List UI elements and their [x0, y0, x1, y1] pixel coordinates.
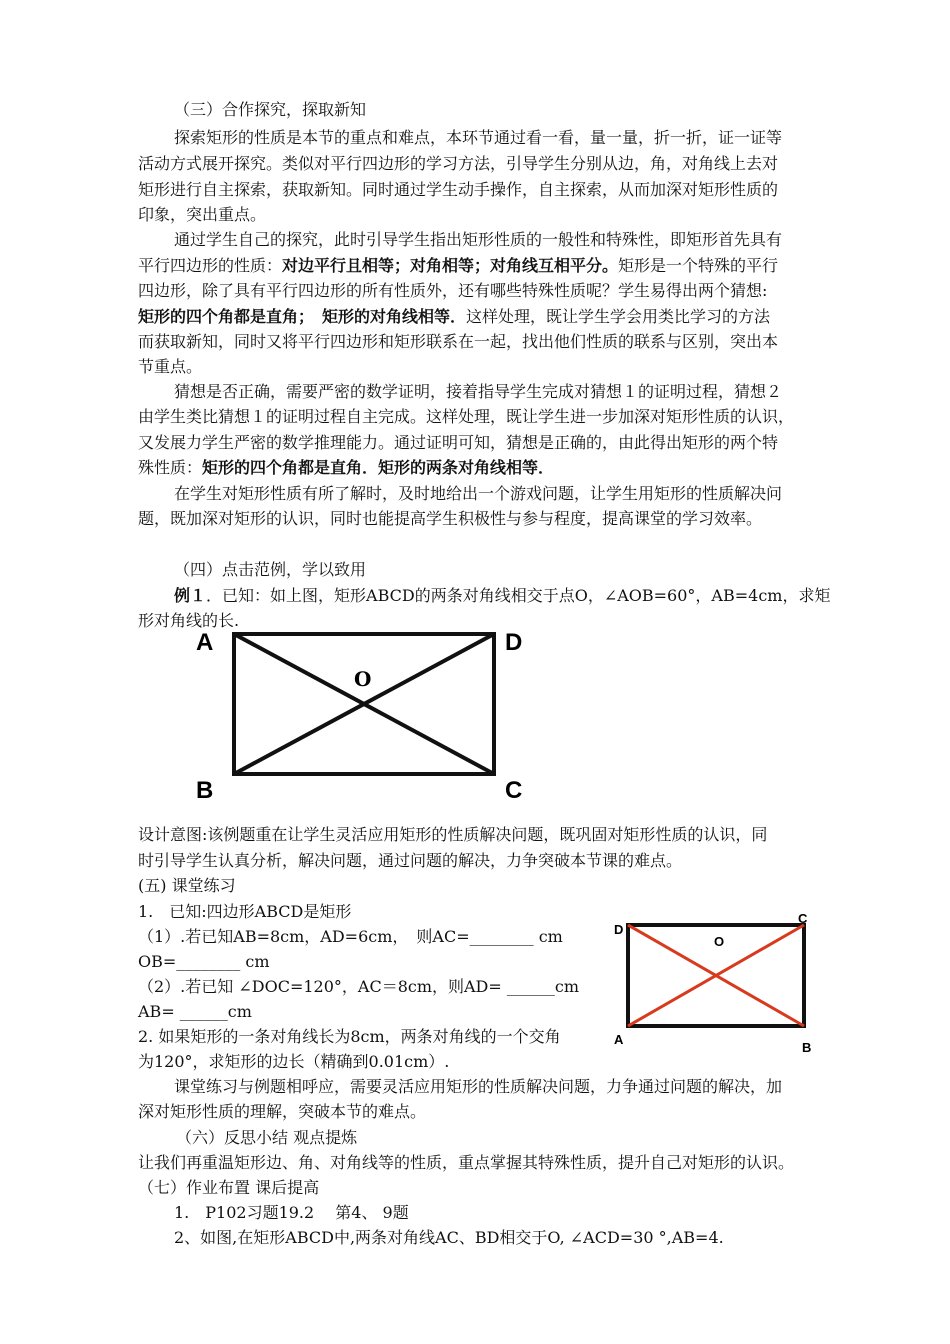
paragraph-line: 通过学生自己的探究，此时引导学生指出矩形性质的一般性和特殊性，即矩形首先具有: [174, 230, 783, 249]
paragraph-line: 而获取新知，同时又将平行四边形和矩形联系在一起，找出他们性质的联系与区别，突出本: [138, 332, 779, 351]
paragraph-line: 在学生对矩形性质有所了解时，及时地给出一个游戏问题，让学生用矩形的性质解决问: [174, 484, 783, 503]
figure2-label-d: D: [614, 922, 624, 937]
paragraph-line: 节重点。: [138, 357, 203, 376]
exercise-line: OB=________ cm: [138, 952, 270, 971]
rectangle-figure-2: [608, 908, 818, 1058]
paragraph-line: 课堂练习与例题相呼应，需要灵活应用矩形的性质解决问题，力争通过问题的解决，加: [174, 1077, 783, 1096]
example-line: 形对角线的长.: [138, 611, 240, 630]
figure1-label-a: A: [196, 629, 214, 656]
paragraph-line: 活动方式展开探究。类似对平行四边形的学习方法，引导学生分别从边，角，对角线上去对: [138, 154, 779, 173]
paragraph-line: 矩形的四个角都是直角； 矩形的对角线相等．这样处理，既让学生学会用类比学习的方法: [138, 307, 771, 326]
example-line: 例１．已知：如上图，矩形ABCD的两条对角线相交于点O，∠AOB=60°，AB=4cm，求矩: [174, 586, 831, 605]
section5-heading: (五) 课堂练习: [138, 876, 236, 895]
exercise-line: AB= ______cm: [138, 1002, 252, 1021]
homework-line: 1. P102习题19.2 第4、 9题: [174, 1203, 409, 1222]
figure1-label-o: O: [354, 667, 372, 691]
paragraph-line: 猜想是否正确，需要严密的数学证明，接着指导学生完成对猜想１的证明过程，猜想２: [174, 382, 783, 401]
paragraph-line: 探索矩形的性质是本节的重点和难点，本环节通过看一看，量一量，折一折，证一证等: [174, 128, 783, 147]
paragraph-line: 四边形，除了具有平行四边形的所有性质外，还有哪些特殊性质呢？学生易得出两个猜想:: [138, 281, 768, 300]
figure2-label-b: B: [802, 1040, 812, 1055]
figure1-label-c: C: [505, 777, 523, 804]
design-intent-line: 设计意图:该例题重在让学生灵活应用矩形的性质解决问题，既巩固对矩形性质的认识，同: [138, 825, 768, 844]
homework-line: 2、如图,在矩形ABCD中,两条对角线AC、BD相交于O, ∠ACD=30 °,AB=4.: [174, 1228, 724, 1247]
figure1-label-d: D: [505, 629, 523, 656]
paragraph-line: 印象，突出重点。: [138, 205, 267, 224]
figure2-label-a: A: [614, 1032, 624, 1047]
paragraph-line: 让我们再重温矩形边、角、对角线等的性质，重点掌握其特殊性质，提升自己对矩形的认识。: [138, 1153, 795, 1172]
exercise-line: 1. 已知:四边形ABCD是矩形: [138, 902, 352, 921]
figure2-label-c: C: [798, 911, 808, 926]
exercise-line: 为120°，求矩形的边长（精确到0.01cm）.: [138, 1052, 450, 1071]
section6-heading: （六）反思小结 观点提炼: [176, 1128, 358, 1147]
section4-heading: （四）点击范例，学以致用: [174, 560, 367, 579]
paragraph-line: 题，既加深对矩形的认识，同时也能提高学生积极性与参与程度，提高课堂的学习效率。: [138, 509, 763, 528]
paragraph-line: 平行四边形的性质：对边平行且相等；对角相等；对角线互相平分。矩形是一个特殊的平行: [138, 256, 779, 275]
section3-heading: （三）合作探究，探取新知: [174, 100, 367, 119]
paragraph-line: 深对矩形性质的理解，突破本节的难点。: [138, 1102, 427, 1121]
paragraph-line: 殊性质：矩形的四个角都是直角．矩形的两条对角线相等．: [138, 458, 555, 477]
paragraph-line: 矩形进行自主探索，获取新知。同时通过学生动手操作，自主探索，从而加深对矩形性质的: [138, 180, 779, 199]
exercise-line: （1）.若已知AB=8cm，AD=6cm， 则AC=________ cm: [138, 927, 563, 946]
rectangle-figure-1: [190, 622, 540, 807]
exercise-line: 2. 如果矩形的一条对角线长为8cm，两条对角线的一个交角: [138, 1027, 561, 1046]
section7-heading: （七）作业布置 课后提高: [138, 1178, 320, 1197]
exercise-line: （2）.若已知 ∠DOC=120°，AC＝8cm，则AD= ______cm: [138, 977, 580, 996]
design-intent-line: 时引导学生认真分析，解决问题，通过问题的解决，力争突破本节课的难点。: [138, 851, 683, 870]
paragraph-line: 又发展力学生严密的数学推理能力。通过证明可知，猜想是正确的，由此得出矩形的两个特: [138, 433, 779, 452]
paragraph-line: 由学生类比猜想１的证明过程自主完成。这样处理，既让学生进一步加深对矩形性质的认识，: [138, 407, 795, 426]
figure2-label-o: O: [714, 934, 725, 949]
figure1-label-b: B: [196, 777, 214, 804]
